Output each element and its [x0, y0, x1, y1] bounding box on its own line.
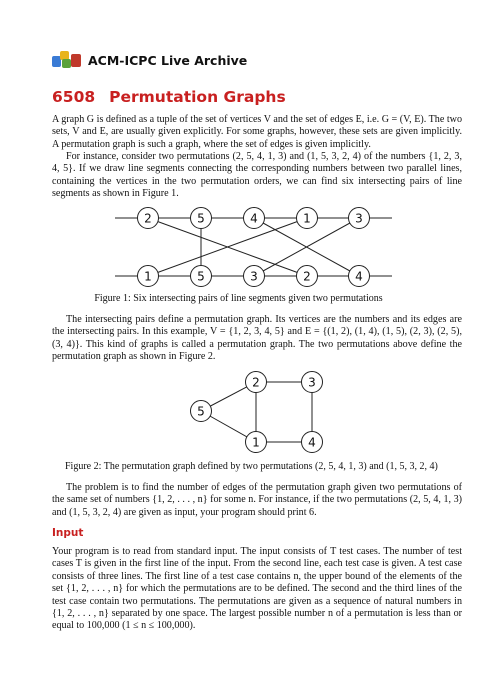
bottom-node-2-label: 2: [303, 269, 311, 284]
section-heading-input: Input: [52, 527, 84, 539]
figure-1-diagram: [0, 198, 477, 288]
bottom-node-1-label: 1: [144, 269, 152, 284]
problem-title: [52, 88, 286, 106]
bottom-node-3: [244, 266, 265, 287]
graph-node-2: [246, 372, 267, 393]
bottom-node-4: [349, 266, 370, 287]
paragraph-permutation-graph: The intersecting pairs define a permutation graph. Its vertices are the numbers and its edges are the intersecting pairs. In this example, V = {1, 2, 3, 4, 5} and E = {(1, 2), (1, 4), (1, 5), (2, 3), (2, 5), (3, 4)}. This kind of graphs is called a permutation graph. The two permutations above define the permutation graph as shown in Figure 2.: [52, 314, 462, 363]
graph-node-5: [191, 401, 212, 422]
graph-node-2-label: 2: [252, 375, 260, 390]
top-node-2-label: 2: [144, 211, 152, 226]
graph-node-4-label: 4: [308, 435, 316, 450]
graph-node-4: [302, 432, 323, 453]
top-node-2: [138, 208, 159, 229]
top-node-3: [349, 208, 370, 229]
top-node-5-label: 5: [197, 211, 205, 226]
figure-1-caption: Figure 1: Six intersecting pairs of line segments given two permutations: [94, 293, 383, 304]
top-node-4-label: 4: [250, 211, 258, 226]
top-node-4: [244, 208, 265, 229]
graph-node-5-label: 5: [197, 404, 205, 419]
top-node-3-label: 3: [355, 211, 363, 226]
paragraph-input-spec: Your program is to read from standard input. The input consists of T test cases. The number of test cases T is given in the first line of the input. From the second line, each test case is given. A test case consists of three lines. The first line of a test case contains n, the upper bound of the elements of the set {1, 2, . . . , n} for which the permutations are to be defined. The second and the third lines of the test case contain two permutations. The permutations are given as a sequence of natural numbers in {1, 2, . . . , n} separated by one space. The largest possible number n of a permutation is less than or equal to 100,000 (1 ≤ n ≤ 100,000).: [52, 546, 462, 632]
bottom-node-1: [138, 266, 159, 287]
bottom-node-5-label: 5: [197, 269, 205, 284]
graph-node-1: [246, 432, 267, 453]
bottom-node-5: [191, 266, 212, 287]
top-node-5: [191, 208, 212, 229]
bottom-node-3-label: 3: [250, 269, 258, 284]
site-title: ACM-ICPC Live Archive: [88, 52, 248, 68]
top-node-1-label: 1: [303, 211, 311, 226]
paragraph-definition: A graph G is defined as a tuple of the set of vertices V and the set of edges E, i.e. G = (V, E). The two sets, V and E, are usually given explicitly. For some graphs, however, these sets are given implicitly. A permutation graph is such a graph, where the set of edges is given implicitly.: [52, 114, 462, 150]
graph-node-3: [302, 372, 323, 393]
graph-node-1-label: 1: [252, 435, 260, 450]
problem-name: Permutation Graphs: [109, 88, 286, 106]
problem-number: 6508: [52, 88, 96, 106]
bottom-node-4-label: 4: [355, 269, 363, 284]
paragraph-problem-statement: The problem is to find the number of edges of the permutation graph given two permutations of the same set of numbers {1, 2, . . . , n} for some n. For instance, if the two permutations (2, 5, 4, 1, 3) and (1, 5, 3, 2, 4) are given as input, your program should print 6.: [52, 482, 462, 518]
figure-2-graph: [0, 365, 477, 455]
paragraph-example: For instance, consider two permutations (2, 5, 4, 1, 3) and (1, 5, 3, 2, 4) of the numbers {1, 2, 3, 4, 5}. If we draw line segments connecting the corresponding numbers between two parallel lines, containing the vertices in the two permutation orders, we can find six intersecting pairs of line segments as shown in Figure 1.: [52, 151, 462, 200]
top-node-1: [297, 208, 318, 229]
acm-icpc-logo-icon: [52, 51, 82, 69]
figure-2-caption: Figure 2: The permutation graph defined by two permutations (2, 5, 4, 1, 3) and (1, 5, 3, 2, 4): [65, 461, 438, 472]
site-header: [52, 51, 247, 69]
graph-node-3-label: 3: [308, 375, 316, 390]
bottom-node-2: [297, 266, 318, 287]
